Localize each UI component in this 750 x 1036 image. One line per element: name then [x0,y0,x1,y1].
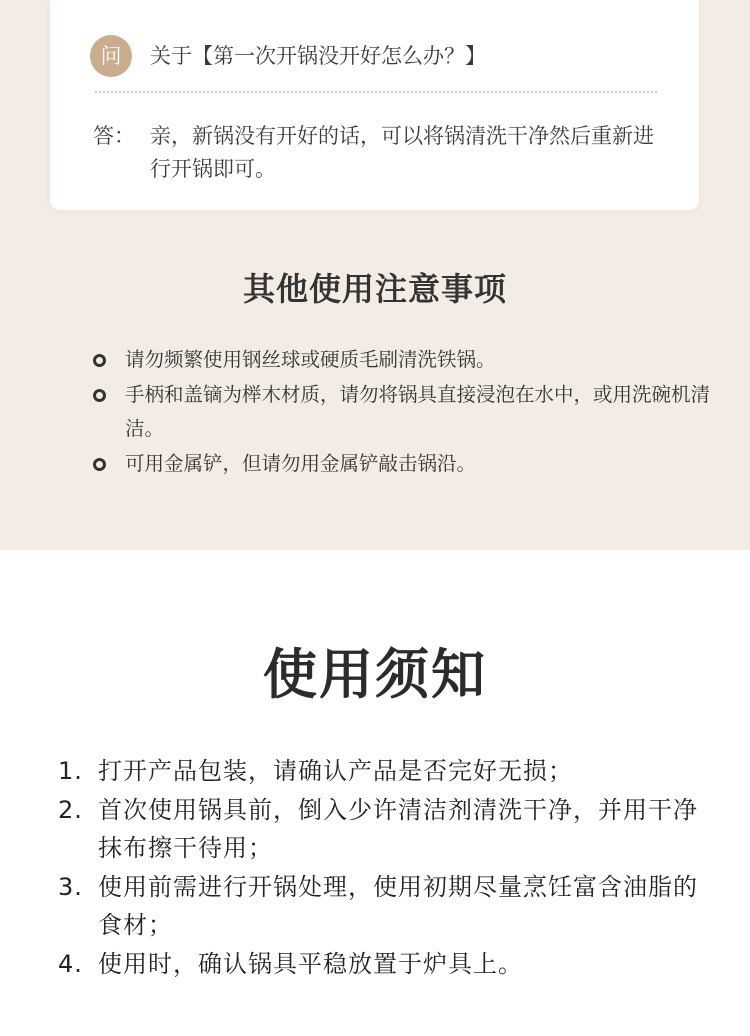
usage-title: 使用须知 [263,643,487,706]
notes-list [92,343,712,481]
answer-label: 答： [93,124,135,148]
item-number: 2. [58,795,83,824]
item-text: 使用前需进行开锅处理，使用初期尽量烹饪富含油脂的食材； [98,872,698,939]
faq-answer: 亲，新锅没有开好的话，可以将锅清洗干净然后重新进行开锅即可。 [150,124,654,181]
circle-bullet-icon [93,389,106,402]
item-text: 使用时，确认锅具平稳放置于炉具上。 [98,949,523,978]
dotted-divider [95,91,657,93]
item-number: 1. [58,757,83,785]
circle-bullet-icon [93,354,106,367]
note-text: 手柄和盖镝为榉木材质，请勿将锅具直接浸泡在水中，或用洗碗机清洁。 [125,382,711,440]
note-text: 请勿频繁使用钢丝球或硬质毛刷清洗铁锅。 [125,348,496,371]
usage-list [58,752,708,983]
item-text: 打开产品包装，请确认产品是否完好无损； [98,757,573,785]
list-item [58,752,708,791]
list-item [92,447,712,482]
notes-title: 其他使用注意事项 [242,270,507,308]
item-number: 3. [58,872,83,901]
list-item [58,945,708,984]
item-number: 4. [58,949,83,978]
list-item [58,791,708,868]
circle-bullet-icon [93,458,106,471]
list-item [92,343,712,378]
item-text: 首次使用锅具前，倒入少许清洁剂清洗干净，并用干净抹布擦干待用； [98,795,698,862]
note-text: 可用金属铲，但请勿用金属铲敲击锅沿。 [125,451,477,475]
list-item [92,378,712,447]
list-item [58,868,708,945]
question-badge: 问 [90,35,132,77]
faq-question: 关于【第一次开锅没开好怎么办？】 [150,44,486,68]
